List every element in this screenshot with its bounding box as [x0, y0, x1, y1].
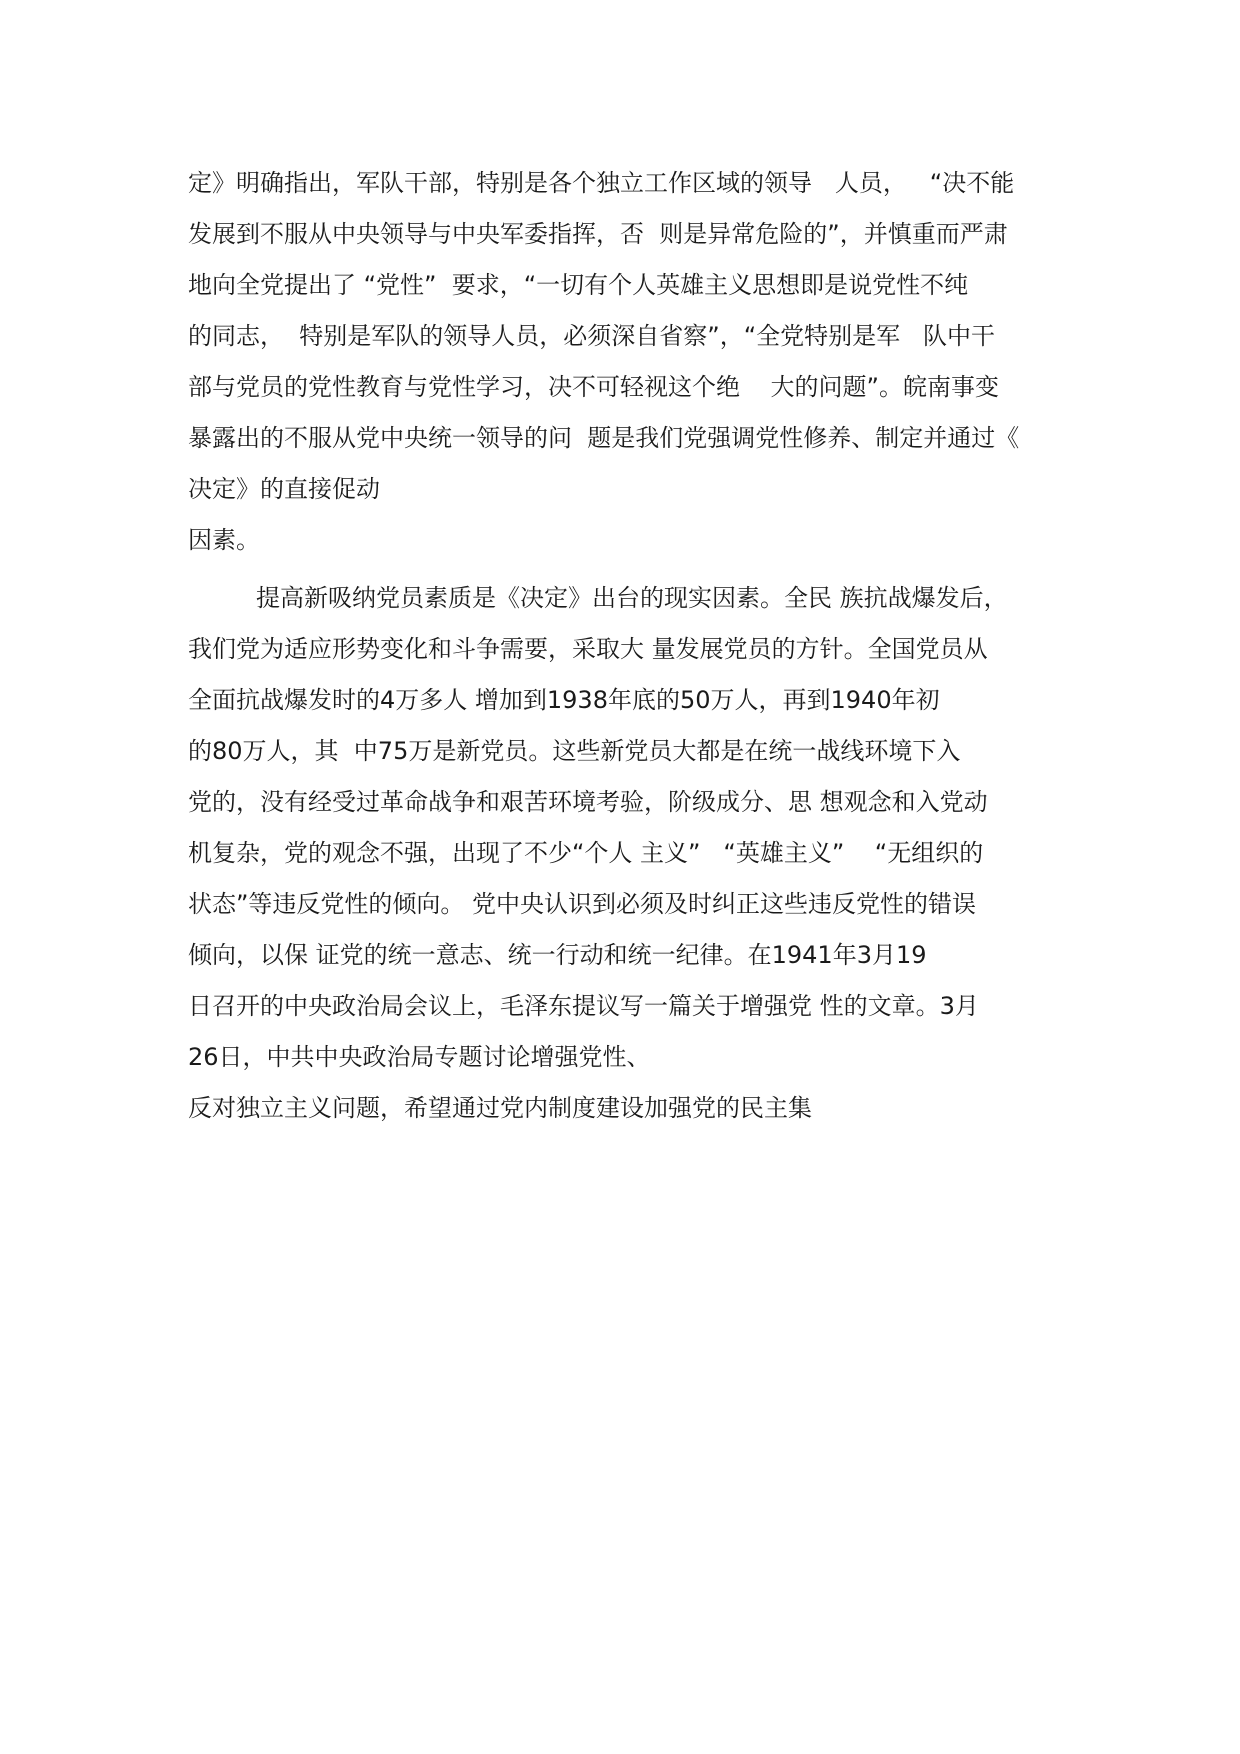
- text-line: 日召开的中央政治局会议上，毛泽东提议写一篇关于增强党 性的文章。3月: [188, 992, 979, 1020]
- paragraph-1: [188, 158, 1088, 566]
- text-line: 发展到不服从中央领导与中央军委指挥，否 则是异常危险的”，并慎重而严肃: [188, 220, 1008, 248]
- text-line: 机复杂，党的观念不强，出现了不少“个人 主义” “英雄主义” “无组织的: [188, 839, 984, 867]
- text-line: 部与党员的党性教育与党性学习，决不可轻视这个绝 大的问题”。皖南事变: [188, 373, 999, 401]
- text-line: 的同志， 特别是军队的领导人员，必须深自省察”，“全党特别是军 队中干: [188, 322, 996, 350]
- text-line: 党的，没有经受过革命战争和艰苦环境考验，阶级成分、思 想观念和入党动: [188, 788, 988, 816]
- text-line: 决定》的直接促动: [188, 475, 380, 503]
- text-line: 的80万人，其 中75万是新党员。这些新党员大都是在统一战线环境下入: [188, 737, 961, 765]
- text-line: 定》明确指出，军队干部，特别是各个独立工作区域的领导 人员， “决不能: [188, 169, 1015, 197]
- text-line: 全面抗战爆发时的4万多人 增加到1938年底的50万人，再到1940年初: [188, 686, 940, 714]
- text-line: 我们党为适应形势变化和斗争需要，采取大 量发展党员的方针。全国党员从: [188, 635, 988, 663]
- text-line: 因素。: [188, 526, 260, 554]
- text-line: 暴露出的不服从党中央统一领导的问 题是我们党强调党性修养、制定并通过《: [188, 424, 1020, 452]
- text-line: 提高新吸纳党员素质是《决定》出台的现实因素。全民 族抗战爆发后，: [256, 584, 1008, 612]
- text-line: 状态”等违反党性的倾向。 党中央认识到必须及时纠正这些违反党性的错误: [188, 890, 977, 918]
- text-line: 26日，中共中央政治局专题讨论增强党性、: [188, 1043, 651, 1071]
- paragraph-2: [188, 573, 1088, 1134]
- text-line: 倾向，以保 证党的统一意志、统一行动和统一纪律。在1941年3月19: [188, 941, 927, 969]
- text-line: 地向全党提出了 “党性” 要求，“一切有个人英雄主义思想即是说党性不纯: [188, 271, 969, 299]
- text-line: 反对独立主义问题，希望通过党内制度建设加强党的民主集: [188, 1094, 812, 1122]
